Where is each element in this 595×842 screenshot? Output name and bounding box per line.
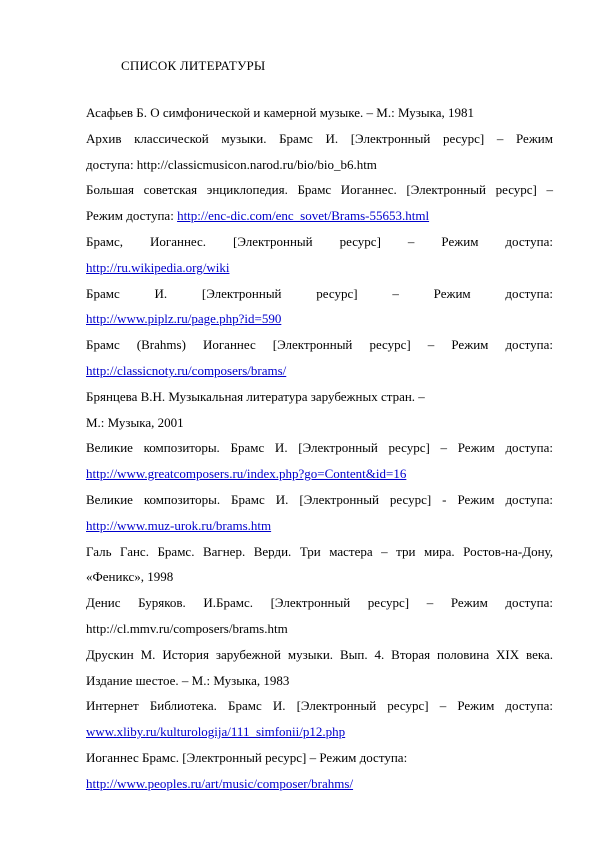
reference-link[interactable]: http://www.peoples.ru/art/music/composer/brahms/ <box>86 776 354 791</box>
reference-text: Брамс (Brahms) Иоганнес [Электронный ресурс] – Режим доступа: <box>86 337 553 352</box>
reference-line <box>86 646 553 663</box>
reference-line <box>86 672 553 689</box>
reference-link[interactable]: www.xliby.ru/kulturologija/111_simfonii/p12.php <box>86 724 346 739</box>
reference-text: Брамс, Иоганнес. [Электронный ресурс] – Режим доступа: <box>86 234 553 249</box>
reference-line <box>86 749 553 766</box>
reference-line <box>86 620 553 637</box>
reference-link[interactable]: http://ru.wikipedia.org/wiki <box>86 260 230 275</box>
reference-link-line[interactable] <box>86 723 553 740</box>
reference-text: Иоганнес Брамс. [Электронный ресурс] – Режим доступа: <box>86 750 408 765</box>
reference-text: Брянцева В.Н. Музыкальная литература зарубежных стран. – <box>86 389 425 404</box>
reference-text: Друскин М. История зарубежной музыки. Вып. 4. Вторая половина XIX века. <box>86 647 553 662</box>
reference-line <box>86 543 553 560</box>
reference-line <box>86 130 553 147</box>
reference-line <box>86 491 553 508</box>
reference-line <box>86 181 553 198</box>
reference-text: М.: Музыка, 2001 <box>86 415 184 430</box>
reference-link-line[interactable] <box>86 310 553 327</box>
reference-line <box>86 156 553 173</box>
reference-link-line[interactable] <box>86 362 553 379</box>
reference-line <box>86 594 553 611</box>
reference-link[interactable]: http://www.piplz.ru/page.php?id=590 <box>86 311 282 326</box>
reference-text: Галь Ганс. Брамс. Вагнер. Верди. Три мастера – три мира. Ростов-на-Дону, <box>86 544 553 559</box>
reference-text: Брамс И. [Электронный ресурс] – Режим доступа: <box>86 286 553 301</box>
reference-text: Денис Буряков. И.Брамс. [Электронный ресурс] – Режим доступа: <box>86 595 553 610</box>
page-title: СПИСОК ЛИТЕРАТУРЫ <box>121 58 266 73</box>
reference-text: Великие композиторы. Брамс И. [Электронный ресурс] – Режим доступа: <box>86 440 553 455</box>
reference-link-line[interactable] <box>86 517 553 534</box>
reference-link[interactable]: http://classicnoty.ru/composers/brams/ <box>86 363 287 378</box>
reference-line <box>86 697 553 714</box>
reference-link-line[interactable] <box>86 465 553 482</box>
reference-text: Издание шестое. – М.: Музыка, 1983 <box>86 673 290 688</box>
reference-link[interactable]: http://enc-dic.com/enc_sovet/Brams-55653.html <box>177 208 430 223</box>
reference-text: Режим доступа: <box>86 208 178 223</box>
reference-line <box>86 388 553 405</box>
reference-line <box>86 104 553 121</box>
reference-line <box>86 285 553 302</box>
reference-line <box>86 439 553 456</box>
reference-link[interactable]: http://www.greatcomposers.ru/index.php?go=Content&id=16 <box>86 466 407 481</box>
reference-line <box>86 233 553 250</box>
reference-text: «Феникс», 1998 <box>86 569 174 584</box>
reference-link[interactable]: http://www.muz-urok.ru/brams.htm <box>86 518 272 533</box>
reference-text: Великие композиторы. Брамс И. [Электронный ресурс] - Режим доступа: <box>86 492 553 507</box>
reference-line <box>86 336 553 353</box>
reference-text: Архив классической музыки. Брамс И. [Электронный ресурс] – Режим <box>86 131 553 146</box>
reference-text: Большая советская энциклопедия. Брамс Иоганнес. [Электронный ресурс] – <box>86 182 553 197</box>
reference-line <box>86 207 553 224</box>
reference-link-line[interactable] <box>86 775 553 792</box>
reference-line <box>86 568 553 585</box>
reference-text: Интернет Библиотека. Брамс И. [Электронный ресурс] – Режим доступа: <box>86 698 553 713</box>
reference-text: http://cl.mmv.ru/composers/brams.htm <box>86 621 288 636</box>
reference-text: Асафьев Б. О симфонической и камерной музыке. – М.: Музыка, 1981 <box>86 105 474 120</box>
reference-link-line[interactable] <box>86 259 553 276</box>
reference-text: доступа: http://classicmusicon.narod.ru/bio/bio_b6.htm <box>86 157 377 172</box>
reference-line <box>86 414 553 431</box>
